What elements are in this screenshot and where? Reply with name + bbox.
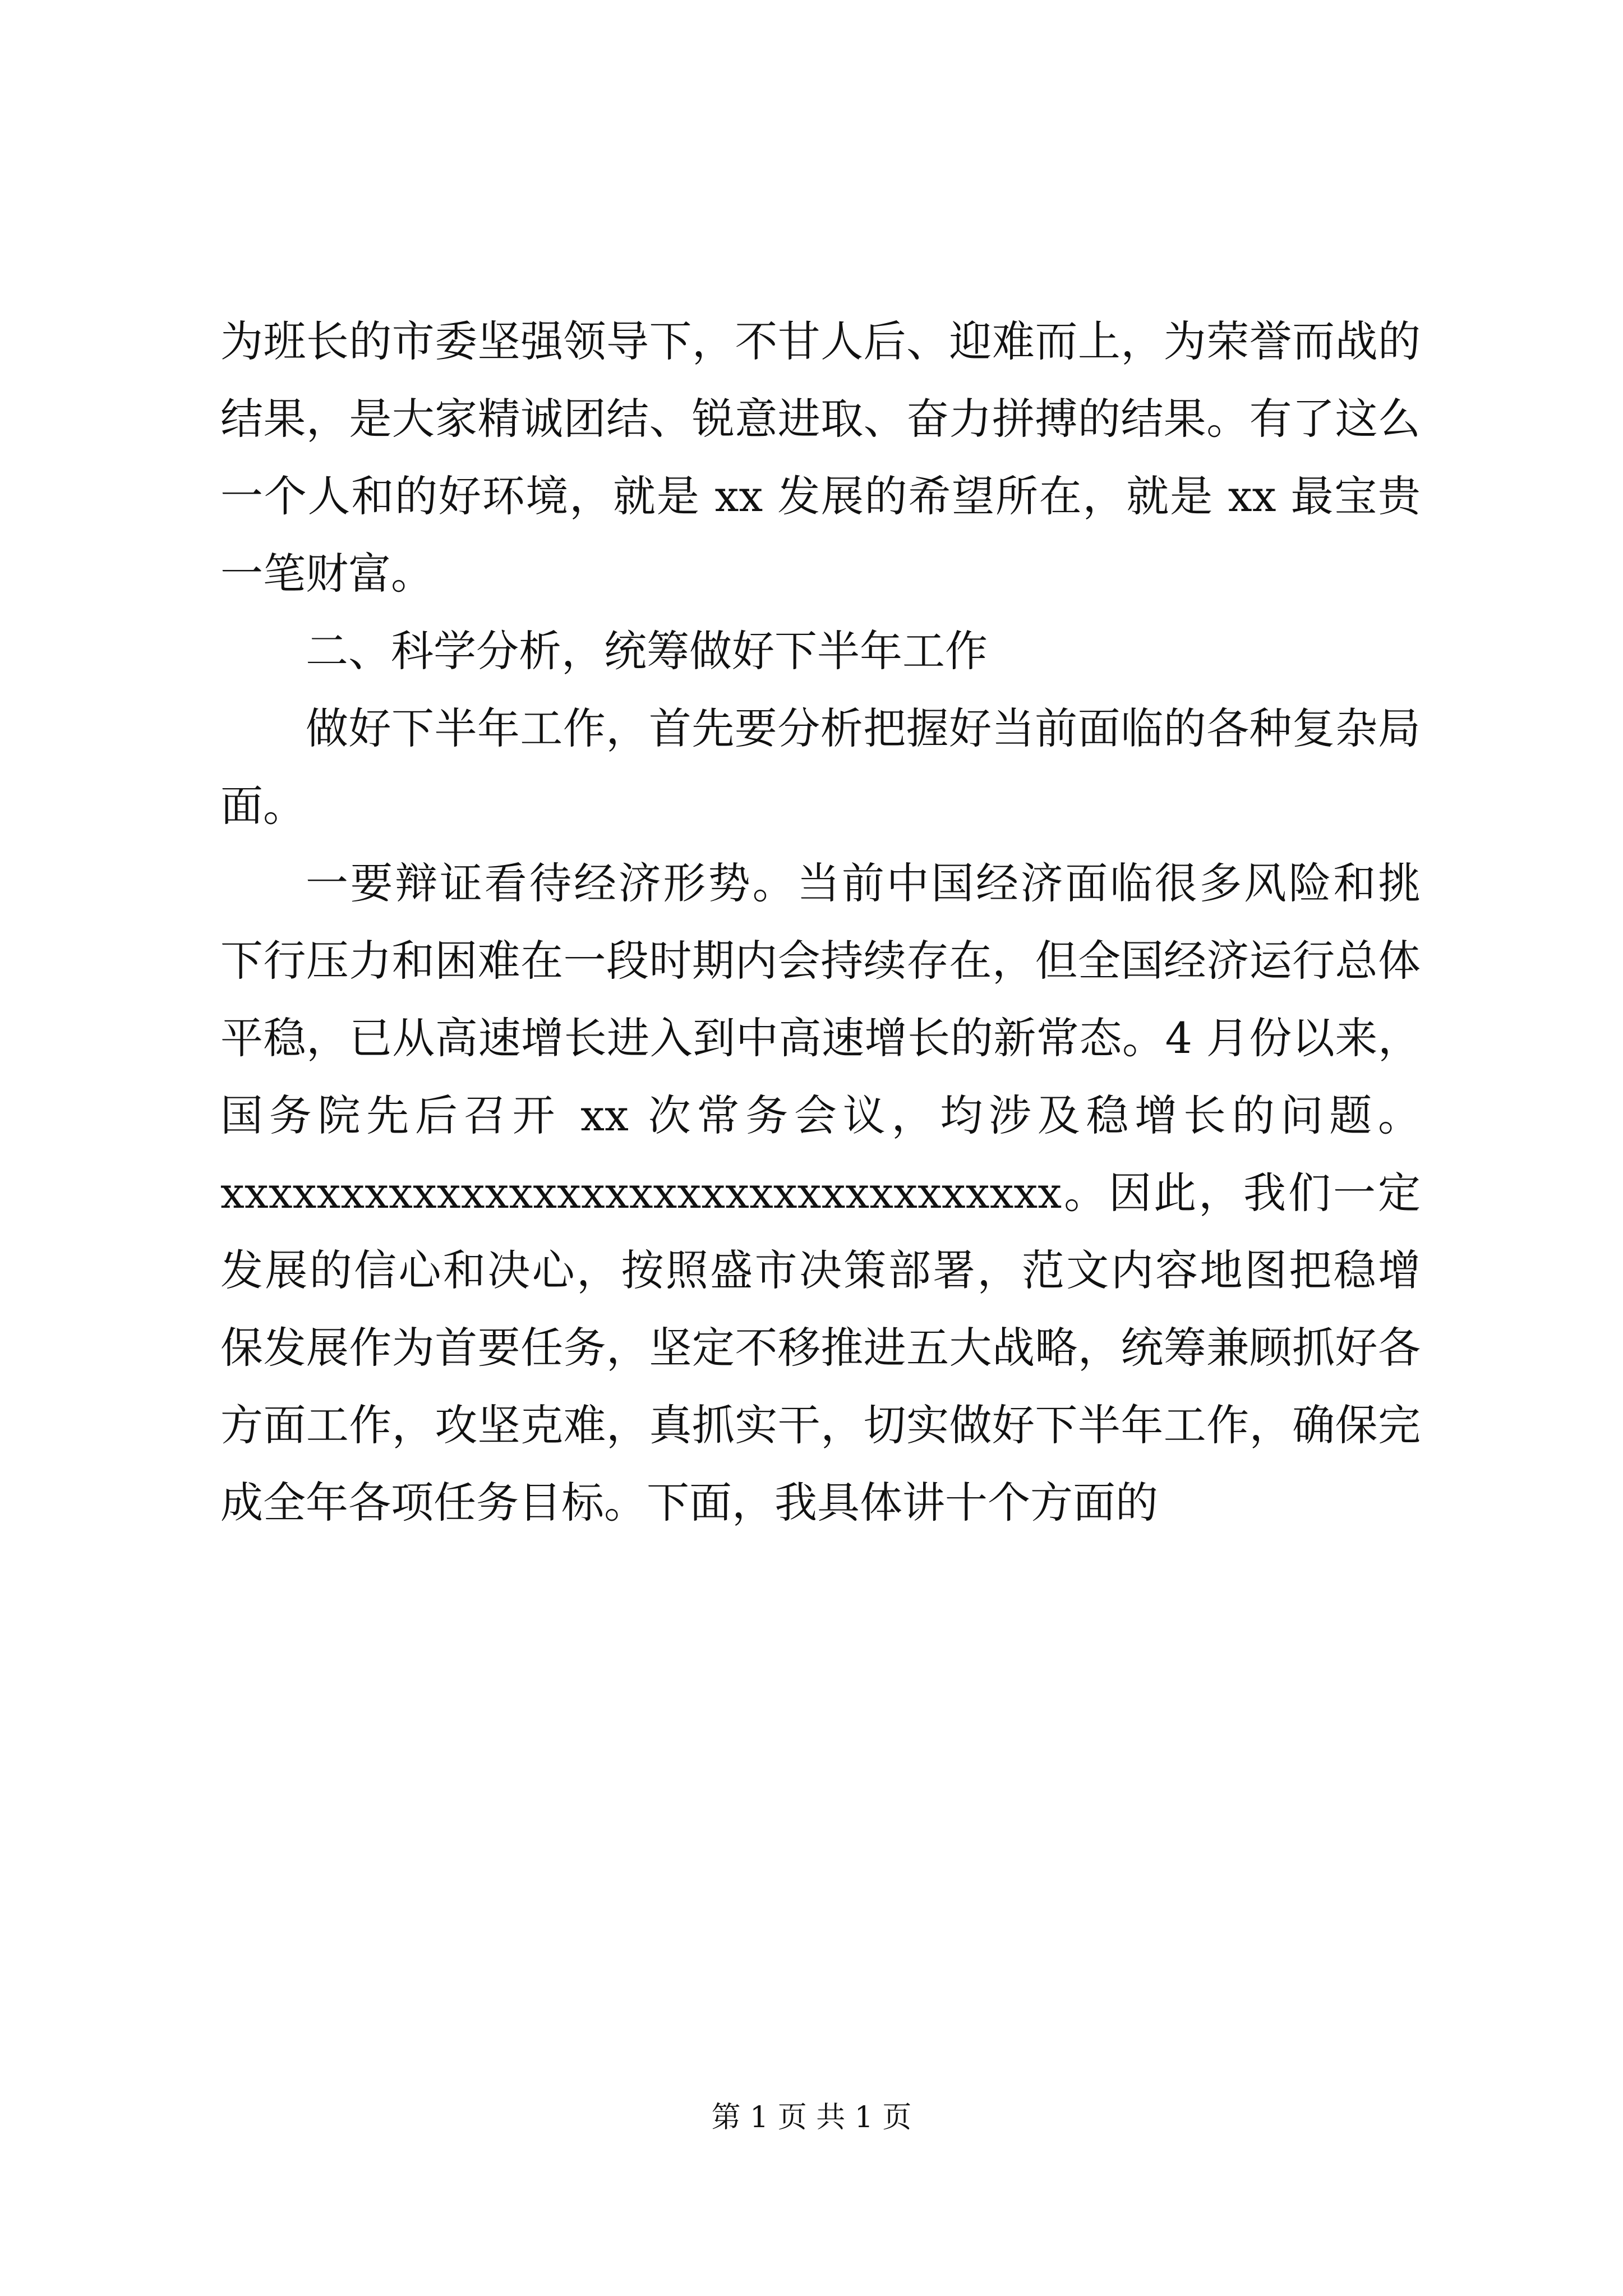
text-line: 平稳，已从高速增长进入到中高速增长的新常态。4 月份以来，	[220, 1013, 1421, 1063]
text-line: 一要辩证看待经济形势。当前中国经济面临很多风险和挑	[306, 858, 1421, 908]
text-line: 为班长的市委坚强领导下，不甘人后、迎难而上，为荣誉而战的	[220, 316, 1421, 366]
document-body	[220, 303, 1421, 1542]
text-line: 做好下半年工作，首先要分析把握好当前面临的各种复杂局	[306, 703, 1421, 753]
text-line: 国务院先后召开 xx 次常务会议，均涉及稳增长的问题。	[220, 1091, 1421, 1140]
section-heading: 二、科学分析，统筹做好下半年工作	[306, 626, 988, 676]
text-line: xxxxxxxxxxxxxxxxxxxxxxxxxxxxxxxxxxx。因此，我们一定	[220, 1168, 1421, 1218]
page-footer: 第 1 页 共 1 页	[711, 2101, 912, 2134]
text-line: 保发展作为首要任务，坚定不移推进五大战略，统筹兼顾抓好各	[220, 1323, 1421, 1373]
text-line: 方面工作，攻坚克难，真抓实干，切实做好下半年工作，确保完	[220, 1400, 1421, 1450]
text-line: 成全年各项任务目标。下面，我具体讲十个方面的	[220, 1478, 1158, 1527]
text-line: 下行压力和困难在一段时期内会持续存在，但全国经济运行总体	[220, 936, 1421, 986]
text-line: 结果，是大家精诚团结、锐意进取、奋力拼搏的结果。有了这么	[220, 394, 1421, 444]
text-line: 面。	[220, 781, 306, 831]
text-line: 一个人和的好环境，就是 xx 发展的希望所在，就是 xx 最宝贵	[220, 471, 1421, 521]
text-line: 一笔财富。	[220, 549, 434, 599]
text-line: 发展的信心和决心，按照盛市决策部署，范文内容地图把稳增	[220, 1245, 1421, 1295]
